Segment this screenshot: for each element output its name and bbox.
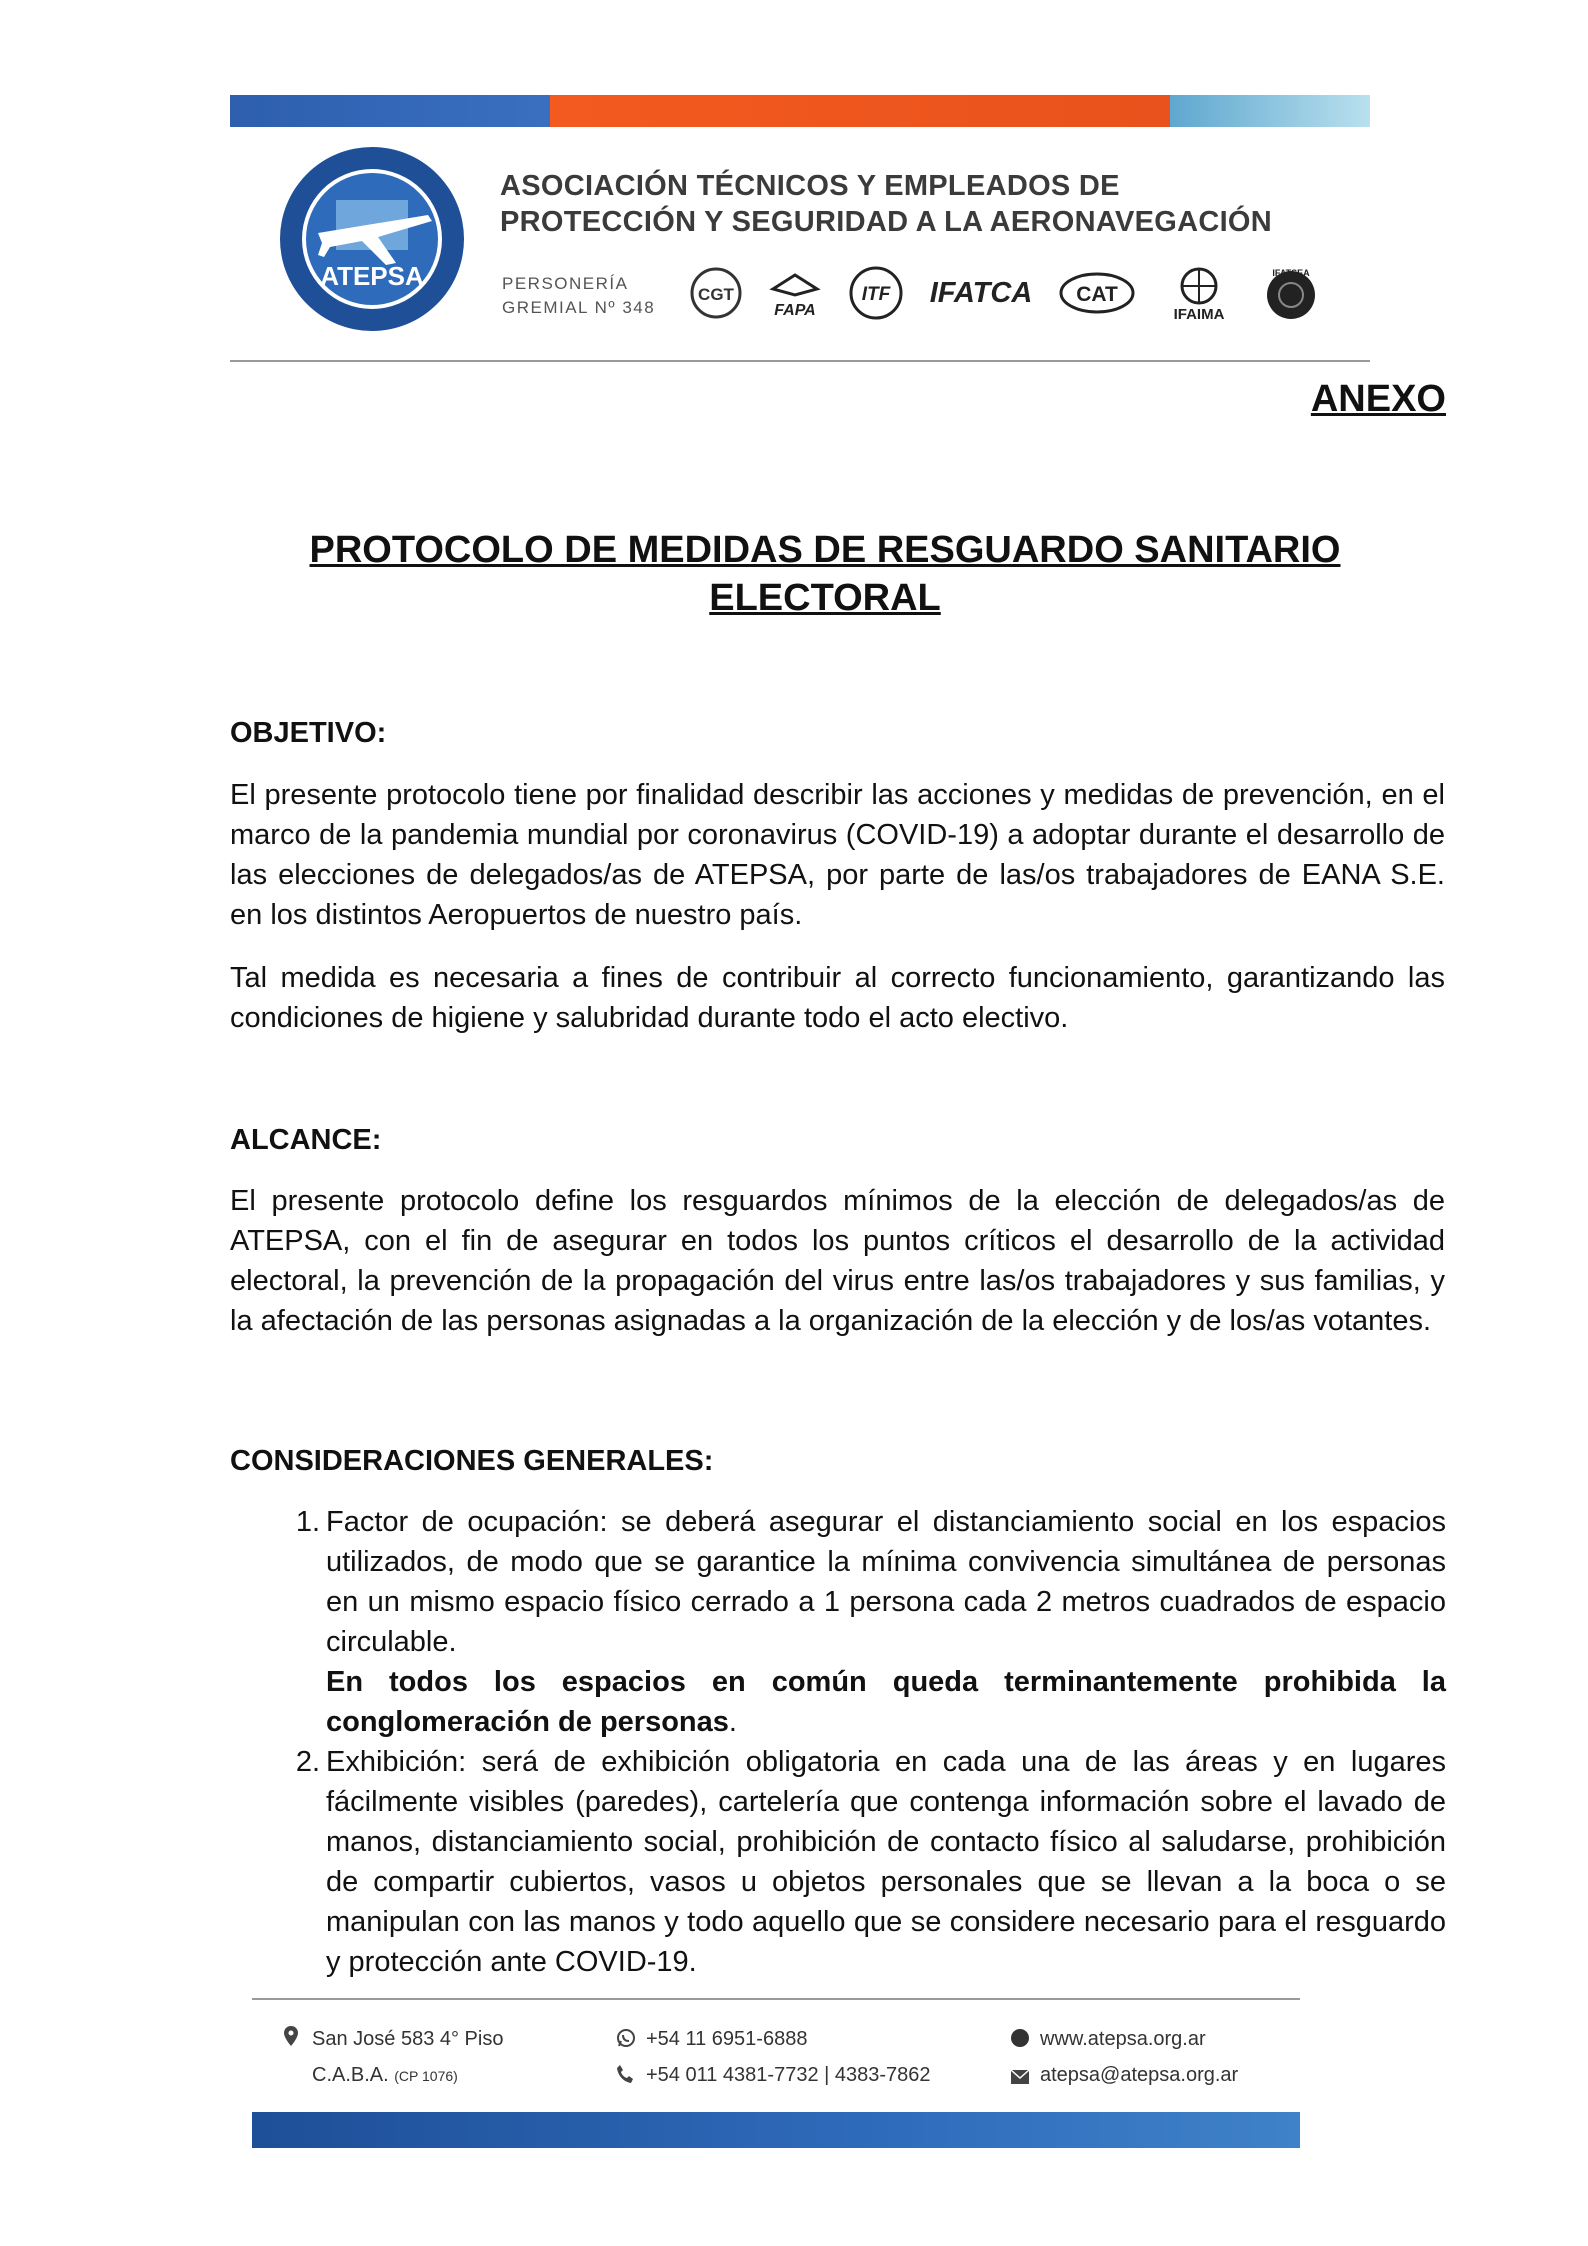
document-title-line2: ELECTORAL — [709, 577, 941, 619]
footer-whatsapp-number[interactable]: +54 11 6951-6888 — [646, 2028, 808, 2050]
cat-logo — [1058, 263, 1136, 323]
header-bar-blue-segment — [230, 95, 550, 127]
header-color-bar — [230, 95, 1370, 127]
footer-phone-number[interactable]: +54 011 4381-7732 | 4383-7862 — [646, 2064, 931, 2086]
list-item-emphasis: En todos los espacios en común queda terminantemente prohibida la conglomeración de personas — [326, 1666, 1446, 1738]
list-item-text: Exhibición: será de exhibición obligatoria en cada una de las áreas y en lugares fácilmente visibles (paredes), cartelería que contenga información sobre el lavado de manos, distanciamiento social, prohibición de contacto físico al saludarse, prohibición de compartir cubiertos, vasos u objetos personales que se llevan a la boca o se manipulan con las manos y todo aquello que se considere necesario para el resguardo y protección ante COVID-19. — [326, 1746, 1446, 1978]
organization-name — [500, 168, 1360, 240]
svg-text:IFAIMA: IFAIMA — [1173, 306, 1225, 322]
ifatca-logo: IFATCA — [929, 276, 1033, 309]
document-title-line1: PROTOCOLO DE MEDIDAS DE RESGUARDO SANITARIO — [309, 529, 1341, 571]
list-item-number: 1. — [295, 1506, 320, 1538]
svg-text:IFATSEA: IFATSEA — [1272, 268, 1310, 278]
footer-address-line2 — [312, 2062, 503, 2089]
globe-icon — [1010, 2028, 1030, 2055]
ifaima-logo — [1161, 263, 1237, 323]
footer-whatsapp — [646, 2026, 807, 2052]
header-divider — [230, 360, 1370, 362]
consideraciones-heading: CONSIDERACIONES GENERALES: — [230, 1445, 714, 1477]
atepsa-seal-logo — [278, 145, 466, 333]
ifatsea-logo — [1262, 263, 1320, 323]
alcance-heading: ALCANCE: — [230, 1124, 382, 1156]
personeria-line1: PERSONERÍA — [502, 274, 629, 293]
footer-color-bar — [252, 2112, 1300, 2148]
footer-address-line1: San José 583 4° Piso — [312, 2028, 504, 2050]
svg-text:ITF: ITF — [862, 284, 891, 305]
personeria-gremial — [502, 272, 655, 320]
envelope-icon — [1010, 2066, 1030, 2092]
organization-name-line1: ASOCIACIÓN TÉCNICOS Y EMPLEADOS DE — [500, 170, 1120, 202]
seal-name: ATEPSA — [320, 261, 424, 291]
location-pin-icon — [284, 2026, 298, 2053]
footer-address — [312, 2026, 503, 2089]
list-item-emphasis-suffix: . — [728, 1706, 737, 1738]
header-bar-cyan-segment — [1170, 95, 1370, 127]
affiliation-logos — [690, 262, 1320, 324]
objetivo-paragraph-2: Tal medida es necesaria a fines de contribuir al correcto funcionamiento, garantizando las condiciones de higiene y salubridad durante todo el acto electivo. — [230, 962, 1445, 1034]
footer-divider — [252, 1998, 1300, 2000]
phone-icon — [616, 2064, 634, 2091]
fapa-logo — [767, 263, 823, 323]
svg-text:FAPA: FAPA — [774, 302, 816, 319]
whatsapp-icon — [616, 2028, 636, 2055]
list-item-text — [326, 1502, 1446, 1742]
alcance-paragraph: El presente protocolo define los resguardos mínimos de la elección de delegados/as de ATEPSA, con el fin de asegurar en todos los puntos críticos el desarrollo de la actividad electoral, la prevención de la propagación del virus entre las/os trabajadores y sus familias, y la afectación de las personas asignadas a la organización de la elección y de los/as votantes. — [230, 1185, 1445, 1337]
objetivo-heading: OBJETIVO: — [230, 717, 387, 749]
footer-web — [1040, 2026, 1206, 2052]
itf-logo — [848, 263, 904, 323]
cgt-logo — [690, 263, 742, 323]
annex-label: ANEXO — [1310, 378, 1446, 420]
list-item-number: 2. — [295, 1746, 320, 1778]
footer-phone — [646, 2062, 931, 2088]
organization-name-line2: PROTECCIÓN Y SEGURIDAD A LA AERONAVEGACIÓN — [500, 206, 1273, 238]
objetivo-paragraph-1: El presente protocolo tiene por finalidad describir las acciones y medidas de prevención, en el marco de la pandemia mundial por coronavirus (COVID-19) a adoptar durante el desarrollo de las elecciones de delegados/as de ATEPSA, por parte de las/os trabajadores de EANA S.E. en los distintos Aeropuertos de nuestro país. — [230, 779, 1445, 931]
list-item-body: Factor de ocupación: se deberá asegurar el distanciamiento social en los espacios utilizados, de modo que se garantice la mínima convivencia simultánea de personas en un mismo espacio físico cerrado a 1 persona cada 2 metros cuadrados de espacio circulable. — [326, 1506, 1446, 1658]
svg-text:CAT: CAT — [1075, 283, 1118, 306]
footer-email-link[interactable]: atepsa@atepsa.org.ar — [1040, 2064, 1239, 2086]
document-title — [230, 526, 1420, 622]
header-bar-orange-segment — [550, 95, 1170, 127]
footer-email — [1040, 2062, 1238, 2088]
footer-website-link[interactable]: www.atepsa.org.ar — [1040, 2028, 1206, 2050]
personeria-line2: GREMIAL Nº 348 — [502, 298, 656, 317]
footer-city: C.A.B.A. — [312, 2064, 389, 2086]
footer-postal-code: (CP 1076) — [394, 2068, 458, 2084]
svg-text:CGT: CGT — [698, 285, 734, 304]
